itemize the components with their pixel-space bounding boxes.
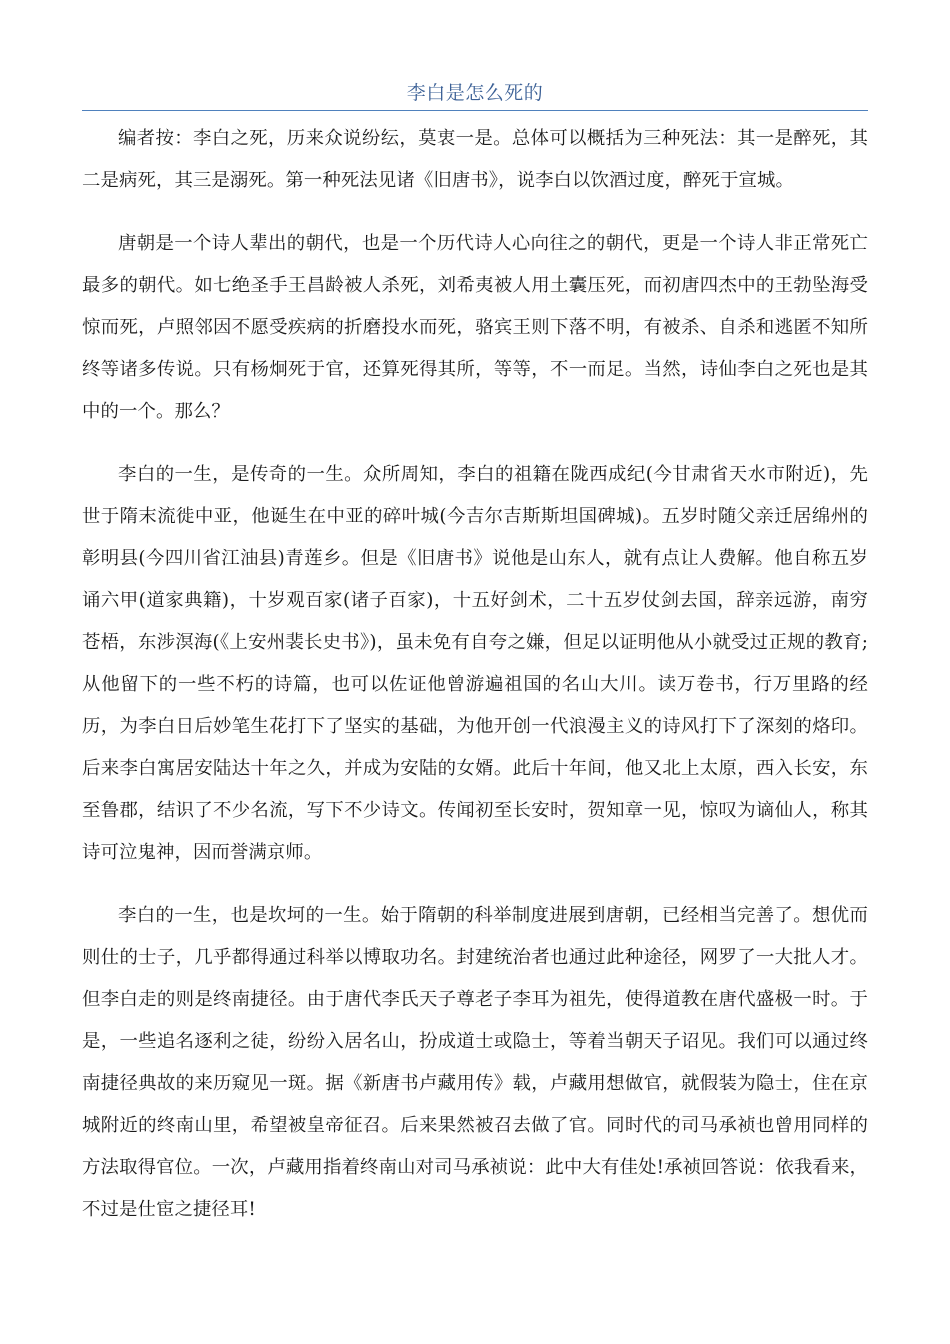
paragraph-rough-life: 李白的一生，也是坎坷的一生。始于隋朝的科举制度进展到唐朝，已经相当完善了。想优而则仕的士子，几乎都得通过科举以博取功名。封建统治者也通过此种途径，网罗了一大批人才。但李白走的则是终南捷径。由于唐代李氏天子尊老子李耳为祖先，使得道教在唐代盛极一时。于是，一些追名逐利之徒，纷纷入居名山，扮成道士或隐士，等着当朝天子诏见。我们可以通过终南捷径典故的来历窥见一斑。据《新唐书卢藏用传》载，卢藏用想做官，就假装为隐士，住在京城附近的终南山里，希望被皇帝征召。后来果然被召去做了官。同时代的司马承祯也曾用同样的方法取得官位。一次，卢藏用指着终南山对司马承祯说：此中大有佳处!承祯回答说：依我看来，不过是仕宦之捷径耳! — [82, 905, 868, 1220]
page-title: 李白是怎么死的 — [406, 82, 544, 104]
paragraph-editor-note: 编者按：李白之死，历来众说纷纭，莫衷一是。总体可以概括为三种死法：其一是醉死，其二是病死，其三是溺死。第一种死法见诸《旧唐书》，说李白以饮酒过度，醉死于宣城。 — [82, 128, 868, 191]
paragraph-legendary-life: 李白的一生，是传奇的一生。众所周知，李白的祖籍在陇西成纪(今甘肃省天水市附近)，先世于隋末流徙中亚，他诞生在中亚的碎叶城(今吉尔吉斯斯坦国碑城)。五岁时随父亲迁居绵州的彰明县(今四川省江油县)青莲乡。但是《旧唐书》说他是山东人，就有点让人费解。他自称五岁诵六甲(道家典籍)，十岁观百家(诸子百家)，十五好剑术，二十五岁仗剑去国，辞亲远游，南穷苍梧，东涉溟海(《上安州裴长史书》)，虽未免有自夸之嫌，但足以证明他从小就受过正规的教育;从他留下的一些不朽的诗篇，也可以佐证他曾游遍祖国的名山大川。读万卷书，行万里路的经历，为李白日后妙笔生花打下了坚实的基础，为他开创一代浪漫主义的诗风打下了深刻的烙印。后来李白寓居安陆达十年之久，并成为安陆的女婿。此后十年间，他又北上太原，西入长安，东至鲁郡，结识了不少名流，写下不少诗文。传闻初至长安时，贺知章一见，惊叹为谪仙人，称其诗可泣鬼神，因而誉满京师。 — [82, 464, 868, 863]
document-body — [82, 118, 868, 1252]
paragraph-tang-poets: 唐朝是一个诗人辈出的朝代，也是一个历代诗人心向往之的朝代，更是一个诗人非正常死亡最多的朝代。如七绝圣手王昌龄被人杀死，刘希夷被人用土囊压死，而初唐四杰中的王勃坠海受惊而死，卢照邻因不愿受疾病的折磨投水而死，骆宾王则下落不明，有被杀、自杀和逃匿不知所终等诸多传说。只有杨炯死于官，还算死得其所，等等，不一而足。当然，诗仙李白之死也是其中的一个。那么？ — [82, 233, 868, 422]
page-header — [82, 78, 868, 111]
